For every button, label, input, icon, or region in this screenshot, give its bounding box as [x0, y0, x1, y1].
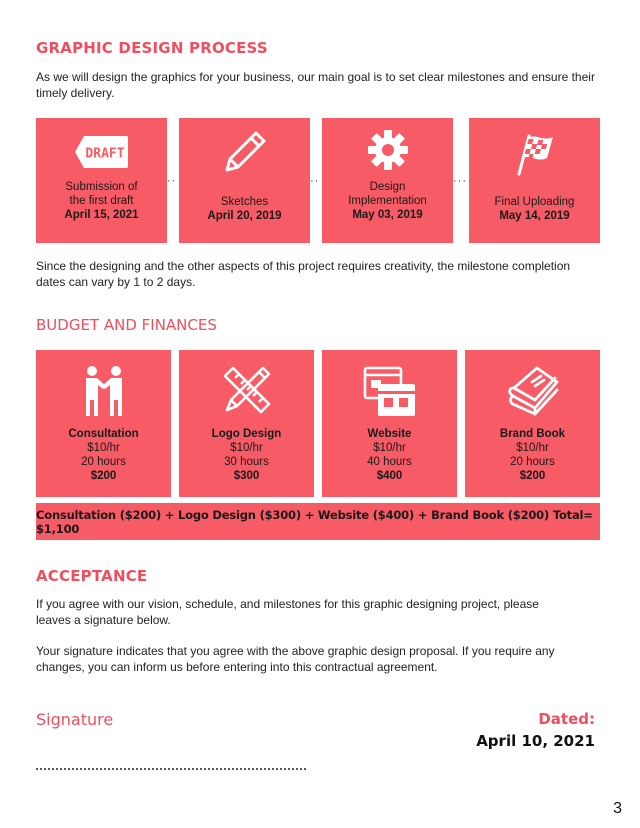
- signature-line[interactable]: [36, 768, 306, 770]
- connector-dots: ··: [310, 175, 320, 187]
- budget-item-name: Logo Design: [211, 428, 282, 440]
- milestone-date: May 14, 2019: [499, 210, 570, 222]
- budget-item-name: Brand Book: [499, 428, 566, 440]
- process-note: Since the designing and the other aspects of this project requires creativity, the milestone completion dates can vary by 1 to 2 days.: [36, 259, 571, 289]
- milestone-label: Implementation: [348, 195, 427, 207]
- draft-tag-icon: [36, 134, 167, 170]
- milestone-label: Design: [369, 181, 406, 193]
- budget-item-rate: $10/hr: [373, 442, 406, 454]
- budget-heading: BUDGET AND FINANCES: [36, 316, 217, 334]
- budget-item-hours: 20 hours: [510, 456, 555, 468]
- milestone-label: the first draft: [69, 195, 134, 207]
- dated-value: April 10, 2021: [476, 732, 595, 750]
- budget-item-name: Consultation: [68, 428, 139, 440]
- budget-total-bar: Consultation ($200) + Logo Design ($300) + Website ($400) + Brand Book ($200) Total= $1,100: [36, 503, 600, 540]
- draft-tag-text: DRAFT: [84, 146, 125, 162]
- book-icon: [465, 364, 600, 416]
- signature-label: Signature: [36, 710, 114, 729]
- budget-item-rate: $10/hr: [87, 442, 120, 454]
- milestone-card-sketches: [179, 118, 310, 243]
- connector-dots: ··: [167, 175, 177, 187]
- handshake-people-icon: [36, 364, 171, 418]
- budget-item-rate: $10/hr: [516, 442, 549, 454]
- budget-item-hours: 40 hours: [367, 456, 412, 468]
- budget-item-name: Website: [367, 428, 412, 440]
- budget-card-consultation: [36, 350, 171, 497]
- budget-item-hours: 20 hours: [81, 456, 126, 468]
- milestone-card-implementation: [322, 118, 453, 243]
- milestone-date: April 20, 2019: [207, 210, 282, 222]
- acceptance-para-1: If you agree with our vision, schedule, and milestones for this graphic designing project, please leaves a signature below.: [36, 597, 539, 627]
- acceptance-heading: ACCEPTANCE: [36, 567, 148, 585]
- budget-item-hours: 30 hours: [224, 456, 269, 468]
- website-layout-icon: [322, 366, 457, 418]
- budget-card-website: [322, 350, 457, 497]
- milestone-card-final: [469, 118, 600, 243]
- budget-card-logo-design: [179, 350, 314, 497]
- dated-label: Dated:: [538, 710, 595, 728]
- budget-item-amount: $300: [233, 470, 260, 482]
- budget-card-brand-book: [465, 350, 600, 497]
- process-heading: GRAPHIC DESIGN PROCESS: [36, 39, 268, 57]
- acceptance-para-2: Your signature indicates that you agree with the above graphic design proposal. If you require any changes, you can inform us before entering into this contractual agreement.: [36, 644, 555, 674]
- milestone-label: Final Uploading: [494, 196, 575, 208]
- budget-item-amount: $200: [90, 470, 117, 482]
- page-number: 3: [613, 800, 622, 817]
- process-intro: As we will design the graphics for your business, our main goal is to set clear milestones and ensure their timely delivery.: [36, 70, 595, 100]
- milestone-date: May 03, 2019: [352, 209, 423, 221]
- milestone-label: Sketches: [220, 196, 269, 208]
- checkered-flag-icon: [469, 130, 600, 178]
- connector-dots: ···: [453, 175, 467, 187]
- milestone-label: Submission of: [65, 181, 138, 193]
- budget-item-amount: $200: [519, 470, 546, 482]
- gear-icon: [322, 128, 453, 172]
- milestone-date: April 15, 2021: [64, 209, 139, 221]
- budget-item-amount: $400: [376, 470, 403, 482]
- pencil-icon: [179, 128, 310, 176]
- milestone-card-draft: [36, 118, 167, 243]
- budget-item-rate: $10/hr: [230, 442, 263, 454]
- pencil-ruler-icon: [179, 362, 314, 418]
